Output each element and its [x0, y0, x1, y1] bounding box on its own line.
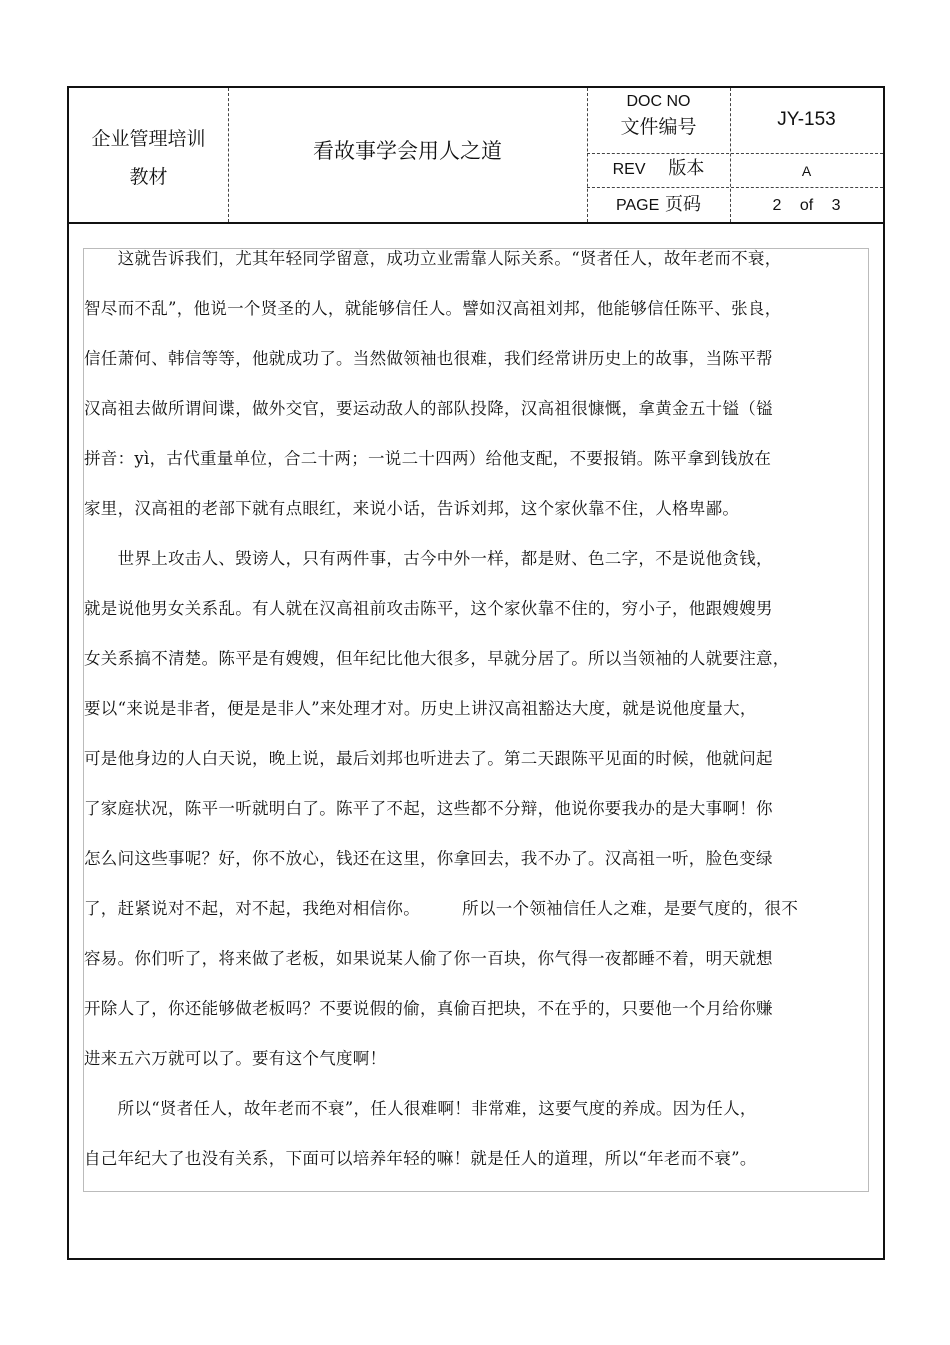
body-line: 就是说他男女关系乱。有人就在汉高祖前攻击陈平，这个家伙靠不住的，穷小子，他跟嫂嫂男 — [84, 599, 773, 618]
doc-no-label-en: DOC NO — [626, 93, 691, 110]
body-line: 拼音：yì，古代重量单位，合二十两；一说二十四两）给他支配，不要报销。陈平拿到钱放在 — [84, 449, 772, 468]
body-line: 了家庭状况，陈平一听就明白了。陈平了不起，这些都不分辩，他说你要我办的是大事啊！你 — [84, 799, 773, 818]
page-current: 2 — [772, 197, 782, 214]
body-line: 女关系搞不清楚。陈平是有嫂嫂，但年纪比他大很多，早就分居了。所以当领袖的人就要注意， — [84, 649, 790, 668]
body-text — [84, 234, 854, 1184]
page-label-cn: 页码 — [665, 194, 701, 215]
rev-value: A — [801, 163, 812, 179]
material-label-line1: 企业管理培训 — [91, 128, 206, 150]
body-line: 这就告诉我们，尤其年轻同学留意，成功立业需靠人际关系。“贤者任人，故年老而不衰， — [84, 249, 782, 268]
body-line: 所以“贤者任人，故年老而不衰”，任人很难啊！非常难，这要气度的养成。因为任人， — [84, 1099, 757, 1118]
doc-no-label-cn: 文件编号 — [620, 116, 697, 138]
body-line: 要以“来说是非者，便是是非人”来处理才对。历史上讲汉高祖豁达大度，就是说他度量大， — [84, 699, 757, 718]
body-line: 智尽而不乱”，他说一个贤圣的人，就能够信任人。譬如汉高祖刘邦，他能够信任陈平、张良， — [84, 299, 782, 318]
document-header — [69, 88, 883, 224]
page-label — [587, 194, 730, 217]
page-number — [730, 196, 883, 216]
company-material-label — [69, 120, 228, 196]
document-title: 看故事学会用人之道 — [313, 139, 502, 163]
doc-no-label — [587, 92, 730, 142]
body-line: 可是他身边的人白天说，晚上说，最后刘邦也听进去了。第二天跟陈平见面的时候，他就问起 — [84, 749, 773, 768]
page-total: 3 — [831, 197, 841, 214]
rev-label-en: REV — [612, 161, 646, 178]
body-line: 开除人了，你还能够做老板吗？不要说假的偷，真偷百把块，不在乎的，只要他一个月给你赚 — [84, 999, 773, 1018]
body-line: 汉高祖去做所谓间谍，做外交官，要运动敌人的部队投降，汉高祖很慷慨，拿黄金五十镒（镒 — [84, 399, 773, 418]
body-line: 自己年纪大了也没有关系，下面可以培养年轻的嘛！就是任人的道理，所以“年老而不衰”。 — [84, 1149, 757, 1168]
material-label-line2: 教材 — [129, 166, 168, 188]
body-line: 信任萧何、韩信等等，他就成功了。当然做领袖也很难，我们经常讲历史上的故事，当陈平帮 — [84, 349, 773, 368]
page-of: of — [799, 197, 814, 214]
body-line: 容易。你们听了，将来做了老板，如果说某人偷了你一百块，你气得一夜都睡不着，明天就想 — [84, 949, 773, 968]
body-line: 怎么问这些事呢？好，你不放心，钱还在这里，你拿回去，我不办了。汉高祖一听，脸色变绿 — [84, 849, 773, 868]
doc-no-value: JY-153 — [777, 109, 836, 130]
body-line: 了，赶紧说对不起，对不起，我绝对相信你。 所以一个领袖信任人之难，是要气度的，很不 — [84, 899, 799, 918]
body-line: 世界上攻击人、毁谤人，只有两件事，古今中外一样，都是财、色二字，不是说他贪钱， — [84, 549, 773, 568]
body-line: 进来五六万就可以了。要有这个气度啊！ — [84, 1049, 387, 1068]
rev-label — [587, 158, 730, 181]
rev-label-cn: 版本 — [668, 158, 705, 179]
page-label-en: PAGE — [615, 197, 660, 214]
body-line: 家里，汉高祖的老部下就有点眼红，来说小话，告诉刘邦，这个家伙靠不住，人格卑鄙。 — [84, 499, 740, 518]
